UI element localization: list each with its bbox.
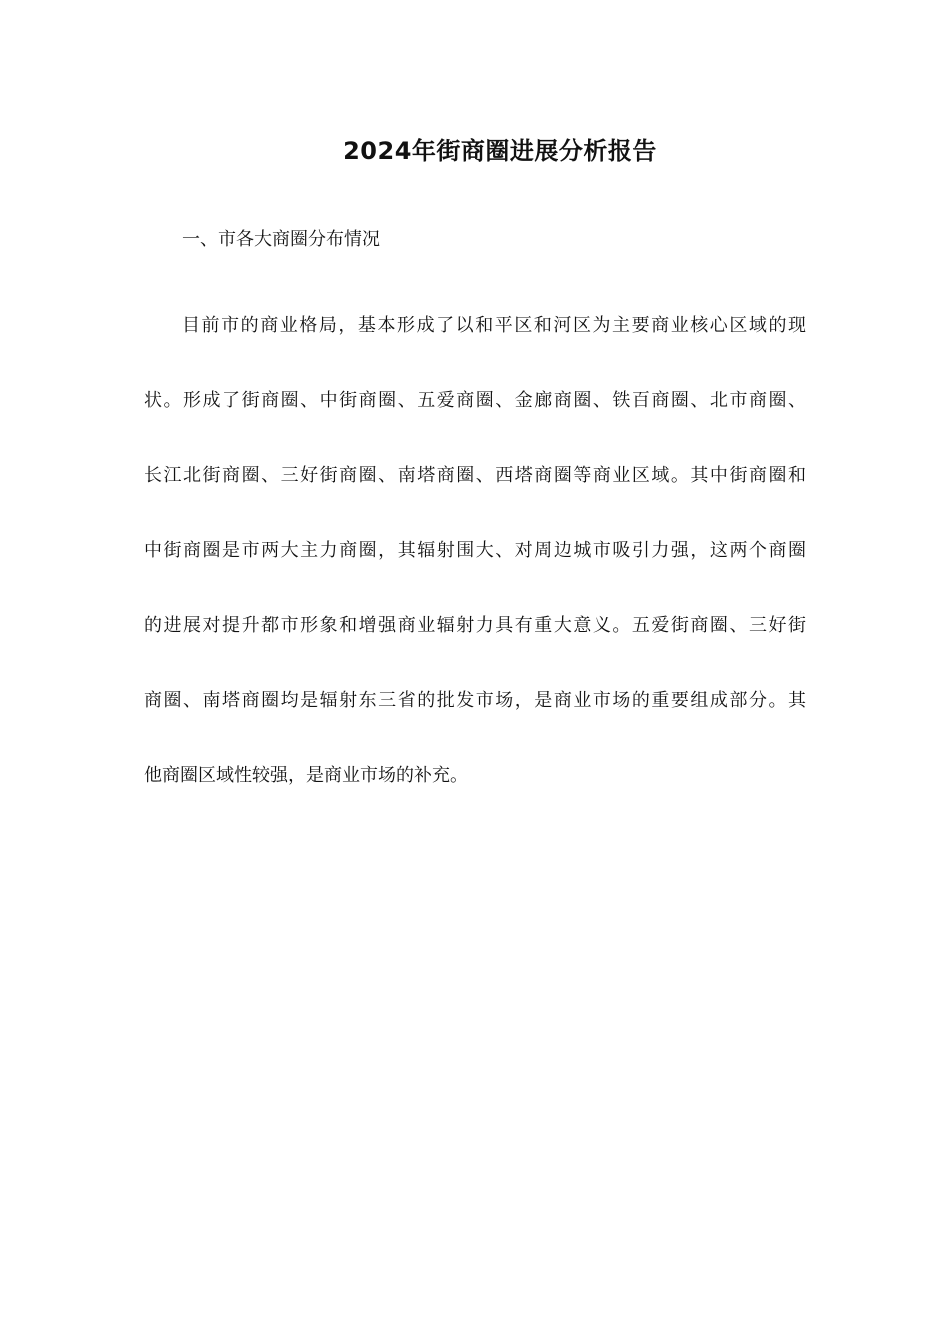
paragraph-line: 中街商圈是市两大主力商圈，其辐射围大、对周边城市吸引力强，这两个商圈: [144, 540, 806, 561]
paragraph-line: 他商圈区域性较强，是商业市场的补充。: [144, 765, 468, 786]
paragraph-line: 状。形成了街商圈、中街商圈、五爱商圈、金廊商圈、铁百商圈、北市商圈、: [144, 390, 806, 411]
paragraph-line: 商圈、南塔商圈均是辐射东三省的批发市场，是商业市场的重要组成部分。其: [144, 690, 806, 711]
paragraph-line: 的进展对提升都市形象和增强商业辐射力具有重大意义。五爱街商圈、三好街: [144, 615, 806, 636]
paragraph-line: 长江北街商圈、三好街商圈、南塔商圈、西塔商圈等商业区域。其中街商圈和: [144, 465, 806, 486]
body-paragraph: [144, 308, 806, 833]
document-title: 2024年街商圈进展分析报告: [343, 137, 657, 165]
paragraph-line: 目前市的商业格局，基本形成了以和平区和河区为主要商业核心区域的现: [182, 315, 806, 336]
section-heading: 一、市各大商圈分布情况: [182, 229, 380, 250]
